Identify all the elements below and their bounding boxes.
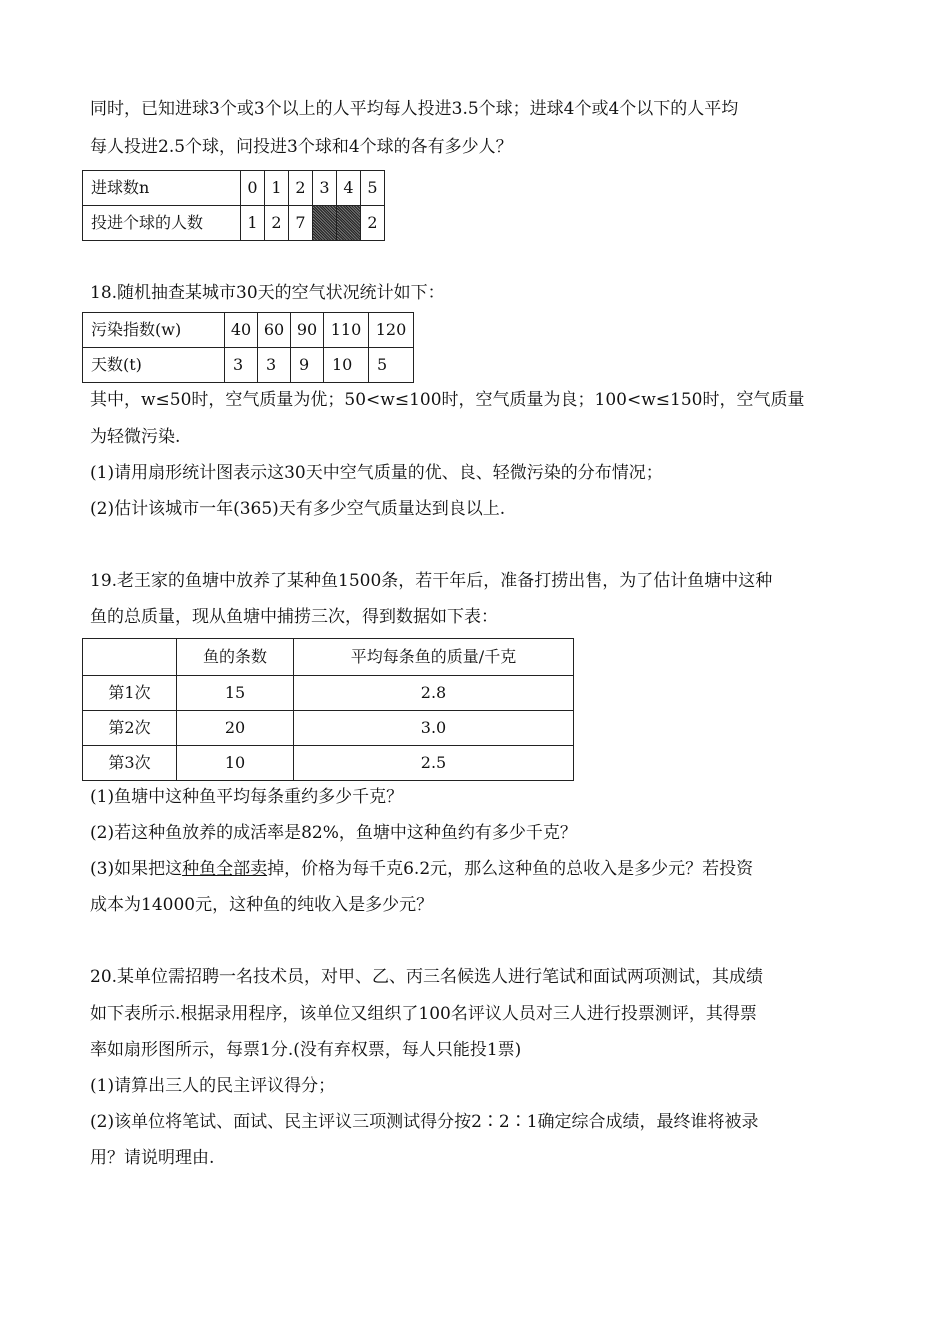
p19-line-1: 19.老王家的鱼塘中放养了某种鱼1500条，若干年后，准备打捞出售，为了估计鱼塘中这种 <box>90 571 773 591</box>
p20-line-3: 率如扇形图所示，每票1分.(没有弃权票，每人只能投1票) <box>90 1040 522 1060</box>
table-row <box>83 206 385 241</box>
table-cell <box>83 639 177 676</box>
table-cell: 2 <box>265 206 289 241</box>
table-row <box>83 746 574 781</box>
fish-table <box>82 638 574 781</box>
table-cell: 4 <box>337 171 361 206</box>
table-cell: 第2次 <box>83 711 177 746</box>
table-cell: 5 <box>361 171 385 206</box>
p19-question-2: (2)若这种鱼放养的成活率是82%，鱼塘中这种鱼约有多少千克？ <box>90 823 577 843</box>
table-cell: 第3次 <box>83 746 177 781</box>
obscured-cell <box>337 206 361 241</box>
table-cell: 110 <box>324 313 369 348</box>
p20-line-1: 20.某单位需招聘一名技术员，对甲、乙、丙三名候选人进行笔试和面试两项测试，其成绩 <box>90 967 764 987</box>
table-row <box>83 676 574 711</box>
table-cell: 2.8 <box>294 676 574 711</box>
table-cell: 40 <box>225 313 258 348</box>
p19-question-1: (1)鱼塘中这种鱼平均每条重约多少千克？ <box>90 787 404 807</box>
table-cell: 20 <box>177 711 294 746</box>
table-cell: 120 <box>369 313 414 348</box>
table-cell: 2 <box>289 171 313 206</box>
obscured-cell <box>313 206 337 241</box>
p20-question-2: (2)该单位将笔试、面试、民主评议三项测试得分按2∶2∶1确定综合成绩，最终谁将被录 <box>90 1112 759 1132</box>
p19-question-3 <box>90 858 753 880</box>
table-row <box>83 313 414 348</box>
table-cell: 3.0 <box>294 711 574 746</box>
table-row <box>83 711 574 746</box>
p19-question-3-line-2: 成本为14000元，这种鱼的纯收入是多少元？ <box>90 895 434 915</box>
p17-line-1: 同时，已知进球3个或3个以上的人平均每人投进3.5个球；进球4个或4个以下的人平均 <box>90 99 739 119</box>
q3-text-b: 掉，价格为每千克6.2元，那么这种鱼的总收入是多少元？若投资 <box>267 859 754 879</box>
table-cell: 投进个球的人数 <box>83 206 241 241</box>
table-row <box>83 639 574 676</box>
table-cell: 平均每条鱼的质量/千克 <box>294 639 574 676</box>
table-cell: 3 <box>313 171 337 206</box>
p18-question-2: (2)估计该城市一年(365)天有多少空气质量达到良以上. <box>90 499 506 519</box>
p19-line-2: 鱼的总质量，现从鱼塘中捕捞三次，得到数据如下表： <box>90 607 498 627</box>
p18-line-2: 为轻微污染. <box>90 427 181 447</box>
table-cell: 进球数n <box>83 171 241 206</box>
p18-line-1: 其中，w≤50时，空气质量为优；50<w≤100时，空气质量为良；100<w≤150时，空气质量 <box>90 390 805 410</box>
q3-text-a: (3)如果把这 <box>90 859 183 879</box>
p20-line-2: 如下表所示.根据录用程序，该单位又组织了100名评议人员对三人进行投票测评，其得票 <box>90 1004 757 1024</box>
table-cell: 鱼的条数 <box>177 639 294 676</box>
table-cell: 10 <box>324 348 369 383</box>
table-cell: 2.5 <box>294 746 574 781</box>
table-cell: 3 <box>225 348 258 383</box>
table-cell: 污染指数(w) <box>83 313 225 348</box>
table-cell: 60 <box>258 313 291 348</box>
table-cell: 3 <box>258 348 291 383</box>
table-cell: 90 <box>291 313 324 348</box>
table-cell: 1 <box>265 171 289 206</box>
table-row <box>83 348 414 383</box>
table-cell: 5 <box>369 348 414 383</box>
p18-title: 18.随机抽查某城市30天的空气状况统计如下： <box>90 283 445 303</box>
p20-question-2-line-2: 用？请说明理由. <box>90 1148 215 1168</box>
table-cell: 天数(t) <box>83 348 225 383</box>
table-cell: 10 <box>177 746 294 781</box>
table-cell: 第1次 <box>83 676 177 711</box>
p18-question-1: (1)请用扇形统计图表示这30天中空气质量的优、良、轻微污染的分布情况； <box>90 463 663 483</box>
table-cell: 15 <box>177 676 294 711</box>
p20-question-1: (1)请算出三人的民主评议得分； <box>90 1076 336 1096</box>
table-cell: 2 <box>361 206 385 241</box>
goals-table <box>82 170 385 241</box>
pollution-table <box>82 312 414 383</box>
table-cell: 7 <box>289 206 313 241</box>
table-cell: 0 <box>241 171 265 206</box>
table-row <box>83 171 385 206</box>
table-cell: 9 <box>291 348 324 383</box>
q3-underlined-text: 种鱼全部卖 <box>182 859 268 879</box>
table-cell: 1 <box>241 206 265 241</box>
p17-line-2: 每人投进2.5个球，问投进3个球和4个球的各有多少人？ <box>90 137 513 157</box>
